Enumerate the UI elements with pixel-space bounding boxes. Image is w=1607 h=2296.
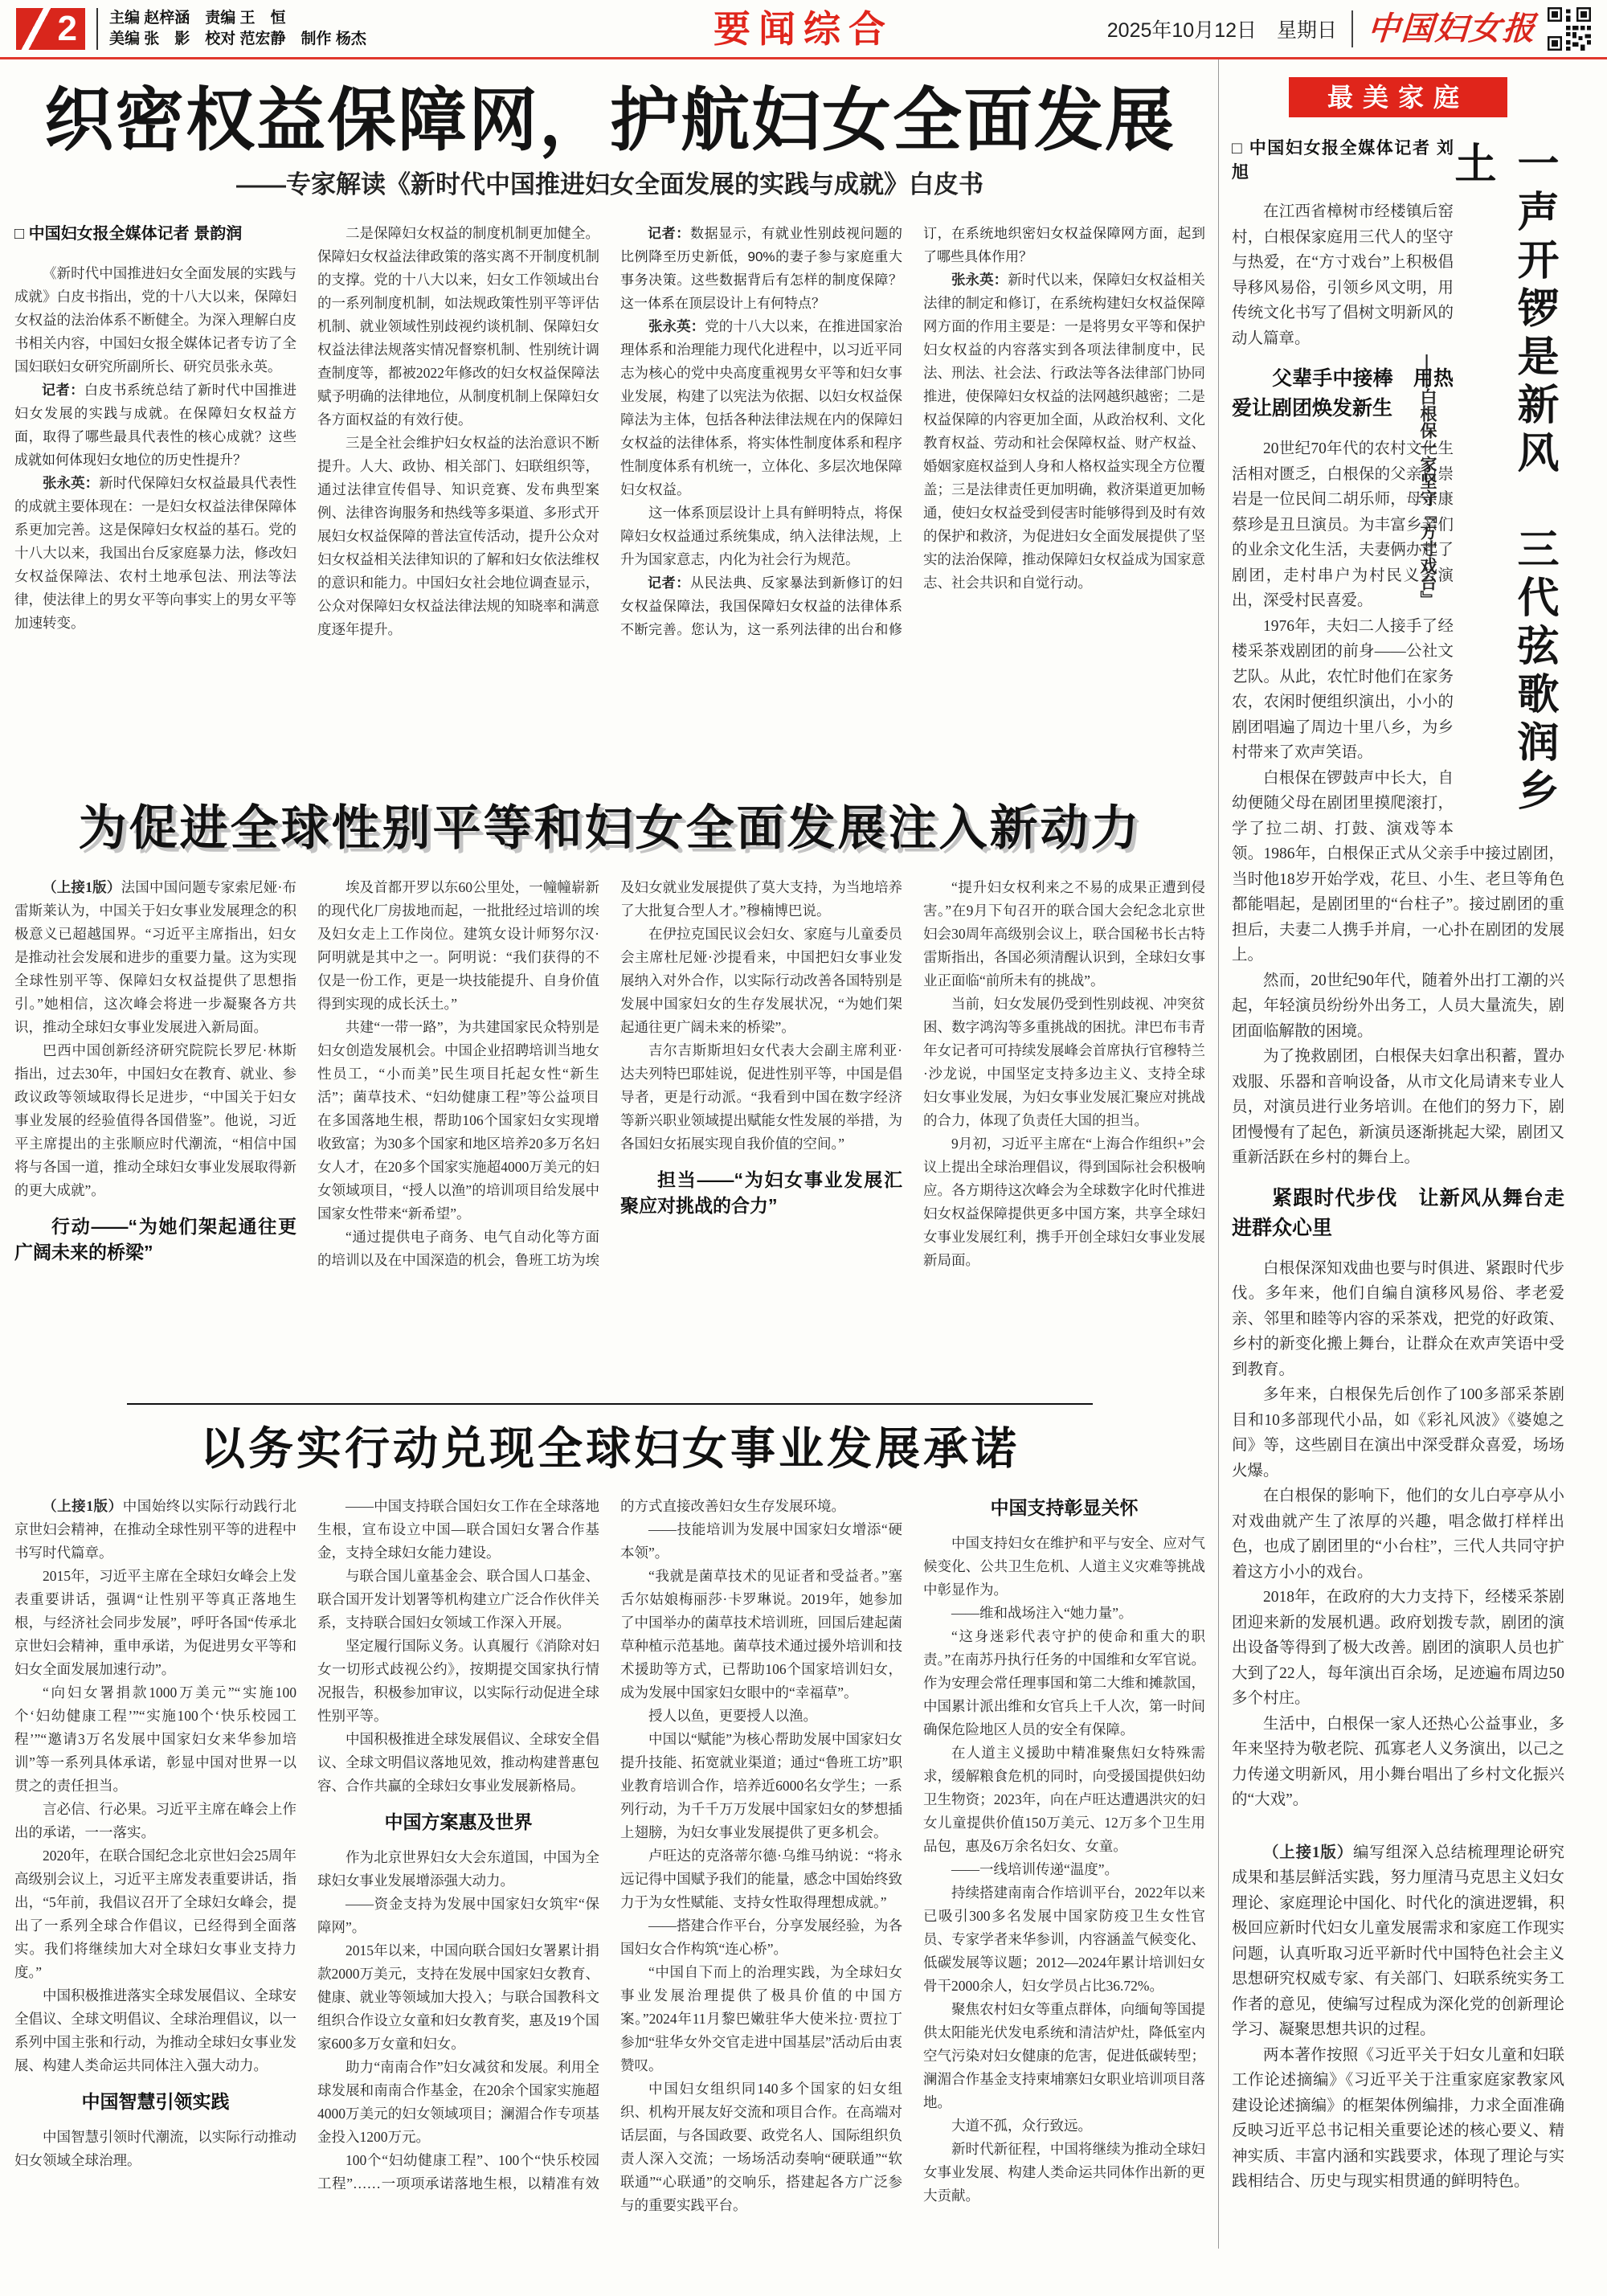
vertical-subtitle: ——白根保一家坚守『方寸戏台』 — [1418, 354, 1437, 608]
staff-line-1: 主编 赵梓涵 责编 王 恒 — [109, 9, 286, 27]
paragraph: 在人道主义援助中精准聚焦妇女特殊需求，缓解粮食危机的同时，向受援国提供妇幼卫生物资；2023年，向在卢旺达遭遇洪灾的妇女儿童提供价值150万美元、12万多个卫生用品包，惠及6万余名妇女、女童。 — [923, 1745, 1205, 1854]
article2-body — [14, 876, 1205, 1390]
column-subhead: 中国方案惠及世界 — [384, 1811, 533, 1832]
paragraph: 作为北京世界妇女大会东道国，中国为全球妇女事业发展增添强大动力。 — [317, 1849, 599, 1889]
article3-body — [14, 1495, 1205, 2249]
paragraph: 多年来，白根保先后创作了100多部采茶剧目和10多部现代小品，如《彩礼风波》《婆媳之间》等，这些剧目在演出中深受群众喜爱，场场火爆。 — [1232, 1386, 1564, 1480]
paragraph: 2018年，在政府的大力支持下，经楼采茶剧团迎来新的发展机遇。政府划拨专款，剧团的演出设备等得到了极大改善。剧团的演职人员也扩大到了22人，每年演出百余场，足迹遍布周边50多个村庄。 — [1232, 1589, 1564, 1707]
paragraph: 吉尔吉斯斯坦妇女代表大会副主席利亚·达夫列特巴耶娃说，促进性别平等，中国是倡导者，更是行动派。“我看到中国在数字经济等新兴职业领域提出赋能女性发展的举措，为各国妇女拓展实现自我价值的空间。” — [620, 1042, 902, 1152]
paragraph: 中国以“赋能”为核心帮助发展中国家妇女提升技能、拓宽就业渠道；通过“鲁班工坊”职业教育培训合作，培养近6000名女学生；一系列行动，为千千万万发展中国家妇女的梦想插上翅膀，为妇女事业发展提供了更多机会。 — [620, 1731, 902, 1840]
column-subhead: 中国支持彰显关怀 — [990, 1497, 1139, 1518]
article-rights-protection — [14, 79, 1205, 778]
article-global-gender-equality — [14, 799, 1205, 1390]
paragraph: 白根保深知戏曲也要与时俱进、紧跟时代步伐。多年来，他们自编自演移风易俗、孝老爱亲、邻里和睦等内容的采茶戏，把党的好政策、乡村的新变化搬上舞台，让群众在欢声笑语中受到教育。 — [1232, 1259, 1564, 1378]
paragraph: 助力“南南合作”妇女减贫和发展。利用全球发展和南南合作基金，在20余个国家实施超4000万美元的妇女领域项目；澜湄合作专项基金投入1200万元。 — [317, 2059, 599, 2145]
paragraph: 持续搭建南南合作培训平台，2022年以来已吸引300多名发展中国家防疫卫生女性官员、专家学者来华参训，内容涵盖气候变化、低碳发展等议题；2012—2024年累计培训妇女骨干2000余人，妇女学员占比36.72%。 — [923, 1885, 1205, 1994]
paragraph: “中国自下而上的治理实践，为全球妇女事业发展治理提供了极具价值的中国方案。”2024年11月黎巴嫩驻华大使米拉·贾拉丁参加“驻华女外交官走进中国基层”活动后由衷赞叹。 — [620, 1964, 902, 2073]
paragraph: 白根保在锣鼓声中长大，自幼便随父母在剧团里摸爬滚打，学了拉二胡、打鼓、演戏等本领。1986年，白根保正式从父亲手中接过剧团，当时他18岁开始学戏，花旦、小生、老旦等角色都能唱起，是剧团里的“台柱子”。接过剧团的重担后，夫妻二人携手并肩，一心扑在剧团的发展上。 — [1232, 769, 1564, 964]
paragraph: 中国积极推进落实全球发展倡议、全球安全倡议、全球文明倡议、全球治理倡议，以一系列中国主张和行动，为推动全球妇女事业发展、构建人类命运共同体注入强大动力。 — [14, 1987, 296, 2073]
paragraph: 与联合国儿童基金会、联合国人口基金、联合国开发计划署等机构建立广泛合作伙伴关系，支持联合国妇女领域工作深入开展。 — [317, 1568, 599, 1631]
page-number-badge: 2 — [16, 8, 85, 50]
paragraph: 言必信、行必果。习近平主席在峰会上作出的承诺，一一落实。 — [14, 1801, 296, 1840]
paragraph: ——技能培训为发展中国家妇女增添“硬本领”。 — [620, 1521, 902, 1561]
paragraph: “通过提供电子商务、电气自动化等方面的培训以及在中国深造的机会，鲁班工坊为埃及妇女就业发展提供了莫大支持，为当地培养了大批复合型人才。”穆楠博巴说。 — [317, 879, 902, 1268]
paragraph: 20世纪70年代的农村文化生活相对匮乏，白根保的父亲白崇岩是一位民间二胡乐师，母亲康蔡珍是丑旦演员。为丰富乡亲们的业余文化生活，夫妻俩办起了剧团，走村串户为村民义务演出，深受村民喜爱。 — [1232, 440, 1454, 609]
paragraph: 2015年以来，中国向联合国妇女署累计捐款2000万美元，支持在发展中国家妇女教育、健康、就业等领域加大投入；与联合国教科文组织合作设立女童和妇女教育奖，惠及19个国家600多万女童和妇女。 — [317, 1942, 599, 2052]
article-pragmatic-action — [14, 1403, 1205, 2249]
paragraph: 1976年，夫妇二人接手了经楼采茶戏剧团的前身——公社文艺队。从此，农忙时他们在家务农，农闲时便组织演出，小小的剧团唱遍了周边十里八乡，为乡村带来了欢声笑语。 — [1232, 617, 1454, 761]
paragraph: ——搭建合作平台，分享发展经验，为各国妇女合作构筑“连心桥”。 — [620, 1917, 902, 1957]
paragraph: ——维和战场注入“她力量”。 — [951, 1605, 1133, 1621]
paragraph: 张永英：党的十八大以来，在推进国家治理体系和治理能力现代化进程中，以习近平同志为核心的党中央高度重视男女平等和妇女事业发展，构建了以宪法为依据、以妇女权益保障法为主体，包括各种法律法规在内的保障妇女权益的法律体系，将实体性制度体系和程序性制度体系有机统一，立体化、多层次地保障妇女权益。 — [620, 318, 903, 497]
rail-feature-article — [1232, 137, 1564, 1813]
paragraph: 埃及首都开罗以东60公里处，一幢幢崭新的现代化厂房拔地而起，一批批经过培训的埃及妇女走上工作岗位。建筑女设计师努尔汉·阿明就是其中之一。阿明说：“我们获得的不仅是一份工作，更是一块技能提升、自身价值得到实现的成长沃土。” — [317, 879, 599, 1012]
article1-subtitle: ——专家解读《新时代中国推进妇女全面发展的实践与成就》白皮书 — [236, 170, 983, 198]
paragraph: ——中国支持联合国妇女工作在全球落地生根，宣布设立中国—联合国妇女署合作基金，支持全球妇女能力建设。 — [317, 1498, 599, 1561]
paragraph: 聚焦农村妇女等重点群体，向缅甸等国提供太阳能光伏发电系统和清洁炉灶，降低室内空气污染对妇女健康的危害，促进低碳转型；澜湄合作基金支持柬埔寨妇女职业培训项目落地。 — [923, 2001, 1205, 2110]
paragraph: ——资金支持为发展中国家妇女筑牢“保障网”。 — [317, 1896, 599, 1935]
vertical-headline-block — [1418, 141, 1564, 813]
paragraph: 中国智慧引领时代潮流，以实际行动推动妇女领域全球治理。 — [14, 2129, 296, 2168]
paragraph: “向妇女署捐款1000万美元”“实施100个‘妇幼健康工程’”“实施100个‘快乐校园工程’”“邀请3万名发展中国家妇女来华参加培训”等一系列具体承诺，彰显中国对世界一以贯之的责任担当。 — [14, 1684, 296, 1794]
header-right — [1107, 7, 1591, 51]
paragraph: 张永英：新时代保障妇女权益最具代表性的成就主要体现在：一是妇女权益法律保障体系更加完善。这是保障妇女权益的基石。党的十八大以来，我国出台反家庭暴力法，修改妇女权益保障法、农村土地承包法、刑法等法律，使法律上的男女平等向事实上的男女平等加速转变。 — [14, 475, 297, 631]
paragraph: 9月初，习近平主席在“上海合作组织+”会议上提出全球治理倡议，得到国际社会积极响应。各方期待这次峰会为全球数字化时代推进妇女权益保障提供更多中国方案，共享全球妇女事业发展红利，携手开创全球妇女事业发展新局面。 — [923, 1136, 1205, 1268]
section-title: 要闻综合 — [714, 8, 893, 50]
paragraph: 三是全社会维护妇女权益的法治意识不断提升。人大、政协、相关部门、妇联组织等，通过法律宣传倡导、知识竞赛、发布典型案例、法律咨询服务和热线等多渠道、多形式开展妇女权益保障的普法宣传活动，提升公众对妇女权益相关法律知识的了解和妇女依法维权的意识和能力。中国妇女社会地位调查显示，公众对保障妇女权益法律法规的知晓率和满意度逐年提升。 — [317, 435, 599, 637]
paragraph: 中国妇女组织同140多个国家的妇女组织、机构开展友好交流和项目合作。在高端对话层面，与各国政要、政党名人、国际组织负责人深入交流；一场场活动奏响“硬联通”“软联通”“心联通”的交响乐，搭建起各方广泛参与的重要实践平台。 — [620, 2081, 902, 2213]
page-date: 2025年10月12日 星期日 — [1106, 18, 1337, 42]
paragraph: 大道不孤，众行致远。 — [951, 2118, 1092, 2134]
paragraph: 在伊拉克国民议会妇女、家庭与儿童委员会主席杜尼娅·沙提看来，中国把妇女事业发展纳入对外合作，以实际行动改善各国特别是发展中国家妇女的生存发展状况，“为她们架起通往更广阔未来的桥梁”。 — [620, 926, 902, 1035]
paragraph: “这身迷彩代表守护的使命和重大的职责。”在南苏丹执行任务的中国维和女军官说。作为安理会常任理事国和第二大维和摊款国，中国累计派出维和女官兵上千人次，第一时间确保危险地区人员的安全有保障。 — [923, 1628, 1205, 1737]
masthead-logo: 中国妇女报 — [1366, 10, 1538, 47]
vertical-headline: 一声开锣是新风 三代弦歌润乡土 — [1448, 141, 1556, 813]
paragraph: ——一线培训传递“温度”。 — [951, 1861, 1119, 1877]
page-header — [0, 0, 1607, 59]
byline: □ 中国妇女报全媒体记者 景韵润 — [14, 225, 243, 243]
column-subhead: 中国智慧引领实践 — [81, 2091, 230, 2112]
article1-headline: 织密权益保障网，护航妇女全面发展 — [44, 82, 1176, 159]
most-beautiful-family-tag: 最美家庭 — [1289, 77, 1507, 117]
paragraph: 卢旺达的克洛蒂尔德·乌维马纳说：“将永远记得中国赋予我们的能量，感念中国始终致力于为女性赋能、支持女性取得理想成就。” — [620, 1848, 902, 1910]
column-subhead: 紧跟时代步伐 让新风从舞台走进群众心里 — [1232, 1186, 1564, 1239]
paragraph: 中国积极推进全球发展倡议、全球安全倡议、全球文明倡议落地见效，推动构建普惠包容、合作共赢的全球妇女事业发展新格局。 — [317, 1731, 599, 1794]
byline: □ 中国妇女报全媒体记者 刘旭 — [1232, 139, 1454, 182]
staff-line-2: 美编 张 影 校对 范宏静 制作 杨杰 — [109, 30, 366, 47]
rail-continued-article — [1232, 1840, 1564, 2195]
paragraph: 100个“妇幼健康工程”、100个“快乐校园工程”……一项项承诺落地生根，以精准有效的方式直接改善妇女生存发展环境。 — [317, 1498, 845, 2192]
article2-headline: 为促进全球性别平等和妇女全面发展注入新动力 — [78, 801, 1142, 855]
paragraph: （上接1版）法国中国问题专家索尼娅·布雷斯莱认为，中国关于妇女事业发展理念的积极意义已超越国界。“习近平主席指出，妇女是推动社会发展和进步的重要力量。这为实现全球性别平等、保障妇女权益提供了思想指引。”她相信，这次峰会将进一步凝聚各方共识，推动全球妇女事业发展进入新局面。 — [14, 879, 297, 1035]
main-column-area — [14, 59, 1218, 2249]
column-subhead: 担当——“为妇女事业发展汇聚应对挑战的合力” — [620, 1169, 902, 1216]
paragraph: 记者：从民法典、反家暴法到新修订的妇女权益保障法，我国保障妇女权益的法律体系不断完善。您认为，这一系列法律的出台和修订，在系统地织密妇女权益保障网方面，起到了哪些具体作用？ — [620, 226, 1205, 637]
paragraph: 记者：白皮书系统总结了新时代中国推进妇女发展的实践与成就。在保障妇女权益方面，取得了哪些最具代表性的核心成就？这些成就如何体现妇女地位的历史性提升？ — [14, 383, 297, 468]
paragraph: 在白根保的影响下，他们的女儿白亭亭从小对戏曲就产生了浓厚的兴趣，唱念做打样样出色，也成了剧团里的“小台柱”，三代人共同守护着这方小小的戏台。 — [1232, 1488, 1564, 1581]
paragraph: 二是保障妇女权益的制度机制更加健全。保障妇女权益法律政策的落实离不开制度机制的支撑。党的十八大以来，妇女工作领域出台的一系列制度机制，如法规政策性别平等评估机制、就业领域性别歧视约谈机制、保障妇女权益法律法规落实情况督察机制、性别统计调查制度等，都被2022年修改的妇女权益保障法赋予明确的法律地位，从制度机制上保障妇女各方面权益的有效行使。 — [317, 225, 599, 428]
paragraph: 共建“一带一路”，为共建国家民众特别是妇女创造发展机会。中国企业招聘培训当地女性员工，“小而美”民生项目托起女性“新生活”；菌草技术、“妇幼健康工程”等公益项目在多国落地生根，帮助106个国家妇女实现增收致富；为30多个国家和地区培养20多万名妇女人才，在20多个国家实施超4000万美元的妇女领域项目，“授人以渔”的培训项目给发展中国家女性带来“新希望”。 — [317, 1019, 599, 1222]
paragraph: 然而，20世纪90年代，随着外出打工潮的兴起，年轻演员纷纷外出务工，人员大量流失，剧团面临解散的困境。 — [1232, 972, 1564, 1040]
paragraph: 当前，妇女发展仍受到性别歧视、冲突贫困、数字鸿沟等多重挑战的困扰。津巴布韦青年女记者可可持续发展峰会首席执行官穆特兰·沙龙说，中国坚定支持多边主义、支持全球妇女事业发展，为妇女事业发展汇聚应对挑战的合力，体现了负责任大国的担当。 — [923, 996, 1205, 1128]
paragraph: 坚定履行国际义务。认真履行《消除对妇女一切形式歧视公约》，按期提交国家执行情况报告，积极参加审议，以实际行动促进全球性别平等。 — [317, 1638, 599, 1724]
article1-body — [14, 222, 1205, 778]
paragraph: （上接1版）编写组深入总结梳理理论研究成果和基层鲜活实践，努力厘清马克思主义妇女理论、家庭理论中国化、时代化的演进逻辑，积极回应新时代妇女儿童发展需求和家庭工作现实问题，认真听取习近平新时代中国特色社会主义思想研究权威专家、有关部门、妇联系统实务工作者的意见，使编写过程成为深化党的创新理论学习、凝聚思想共识的过程。 — [1232, 1844, 1564, 2038]
article3-headline: 以务实行动兑现全球妇女事业发展承诺 — [200, 1423, 1020, 1474]
paragraph: （上接1版）中国始终以实际行动践行北京世妇会精神，在推动全球性别平等的进程中书写时代篇章。 — [14, 1498, 297, 1561]
paragraph: “提升妇女权利来之不易的成果正遭到侵害。”在9月下旬召开的联合国大会纪念北京世妇会30周年高级别会议上，联合国秘书长古特雷斯指出，各国必须清醒认识到，全球妇女事业正面临“前所未有的挑战”。 — [923, 879, 1205, 988]
paragraph: 在江西省樟树市经楼镇后窑村，白根保家庭用三代人的坚守与热爱，在“方寸戏台”上积极倡导移风易俗，引领乡风文明，用传统文化书写了倡树文明新风的动人篇章。 — [1232, 203, 1454, 347]
paragraph: 2015年，习近平主席在全球妇女峰会上发表重要讲话，强调“让性别平等真正落地生根，与经济社会同步发展”，呼吁各国“传承北京世妇会精神，重申承诺，为促进男女平等和妇女全面发展加速行动”。 — [14, 1568, 296, 1677]
paragraph: 《新时代中国推进妇女全面发展的实践与成就》白皮书指出，党的十八大以来，保障妇女权益的法治体系不断健全。为深入理解白皮书相关内容，中国妇女报全媒体记者专访了全国妇联妇女研究所副所长、研究员张永英。 — [14, 265, 296, 374]
right-rail — [1218, 59, 1564, 2249]
paragraph: 中国支持妇女在维护和平与安全、应对气候变化、公共卫生危机、人道主义灾难等挑战中彰显作为。 — [923, 1535, 1205, 1598]
paragraph: 生活中，白根保一家人还热心公益事业，多年来坚持为敬老院、孤寡老人义务演出，以己之力传递文明新风，用小舞台唱出了乡村文化振兴的“大戏”。 — [1232, 1715, 1564, 1808]
paragraph: 授人以鱼，更要授人以渔。 — [648, 1708, 817, 1724]
column-subhead: 父辈手中接棒 用热爱让剧团焕发新生 — [1232, 367, 1454, 420]
paragraph: 两本著作按照《习近平关于妇女儿童和妇联工作论述摘编》《习近平关于注重家庭家教家风建设论述摘编》的框架体例编排，力求全面准确反映习近平总书记相关重要论述的核心要义、精神实质、丰富内涵和实践要求，体现了理论与实践相结合、历史与现实相贯通的鲜明特色。 — [1232, 2046, 1564, 2190]
paragraph: 2020年，在联合国纪念北京世妇会25周年高级别会议上，习近平主席发表重要讲话，指出，“5年前，我倡议召开了全球妇女峰会，提出了一系列全球合作倡议，已经得到全面落实。我们将继续加大对全球妇女事业支持力度。” — [14, 1848, 296, 1980]
paragraph: “我就是菌草技术的见证者和受益者。”塞舌尔姑娘梅丽莎·卡罗琳说。2019年，她参加了中国举办的菌草技术培训班，回国后建起菌草种植示范基地。菌草技术通过援外培训和技术援助等方式，已帮助106个国家培训妇女，成为发展中国家妇女眼中的“幸福草”。 — [620, 1568, 902, 1701]
page-body — [0, 59, 1607, 2249]
qr-code — [1548, 7, 1591, 51]
column-subhead: 行动——“为她们架起通往更广阔未来的桥梁” — [14, 1216, 296, 1263]
paragraph: 张永英：新时代以来，保障妇女权益相关法律的制定和修订，在系统构建妇女权益保障网方面的作用主要是：一是将男女平等和保护妇女权益的内容落实到各项法律制度中，民法、刑法、社会法、行政法等各法律部门协同推进，使保障妇女权益的法网越织越密；二是权益保障的内容更加全面，从政治权利、文化教育权益、劳动和社会保障权益、财产权益、婚姻家庭权益到人身和人格权益实现全方位覆盖；三是法律责任更加明确，救济渠道更加畅通，使妇女权益受到侵害时能够得到及时有效的保护和救济，为促进妇女全面发展提供了坚实的法治保障，推动保障妇女权益成为国家意志、社会共识和自觉行动。 — [923, 272, 1205, 591]
paragraph: 这一体系顶层设计上具有鲜明特点，将保障妇女权益通过系统集成，纳入法律法规，上升为国家意志，内化为社会行为规范。 — [620, 505, 902, 567]
paragraph: 巴西中国创新经济研究院院长罗尼·林斯指出，过去30年，中国妇女在教育、就业、参政议政等领域取得长足进步，“中国关于妇女事业发展的经验值得各国借鉴”。他说，习近平主席提出的主张顺应时代潮流，“相信中国将与各国一道，推动全球妇女事业发展取得新的更大成就”。 — [14, 1042, 296, 1198]
paragraph: 新时代新征程，中国将继续为推动全球妇女事业发展、构建人类命运共同体作出新的更大贡献。 — [923, 2141, 1205, 2204]
paragraph: 为了挽救剧团，白根保夫妇拿出积蓄，置办戏服、乐器和音响设备，从市文化局请来专业人员，对演员进行业务培训。在他们的努力下，剧团慢慢有了起色，新演员逐渐挑起大梁，剧团又重新活跃在乡村的舞台上。 — [1232, 1048, 1564, 1166]
header-divider — [1351, 10, 1353, 47]
staff-credits — [96, 8, 366, 50]
paragraph: 记者：数据显示，有就业性别歧视问题的比例降至历史新低，90%的妻子参与家庭重大事务决策。这些数据背后有怎样的制度保障？这一体系在顶层设计上有何特点？ — [620, 226, 903, 311]
article3-top-rule — [127, 1403, 1093, 1405]
